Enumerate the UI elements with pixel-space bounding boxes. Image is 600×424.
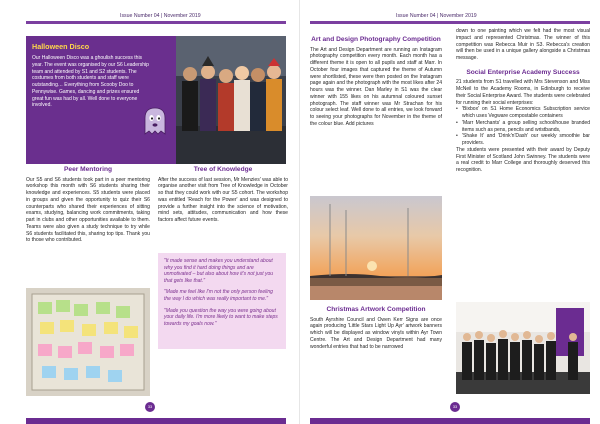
ghost-icon [142,106,168,136]
student-quote: "Made me feel like I'm not the only person feeling the way I do which was really important to me." [164,289,273,302]
halloween-disco-text: Our Halloween Disco was a ghoulish success this year. The event was organised by our S6 Leadership team and attended by S1 and S2 students. The costumes from both students and staff were outstanding… Everything from Scooby Doo to Pennywise. Games, dancing and prizes ensured great fun was had by all. Well done to everyone involved. [32,55,149,109]
halloween-disco-box [26,36,176,164]
tree-of-knowledge-section [158,166,288,224]
student-quote: "It made sense and makes you understand about why you find it hard doing things and are unmotivated – but also about how it's not just you that gets like that." [164,258,274,284]
issue-number-header: Issue Number 04 | November 2019 [396,13,477,19]
christmas-artwork-section [310,306,442,350]
right-page [300,0,600,424]
header-rule [310,21,590,24]
peer-mentoring-title: Peer Mentoring [64,166,112,173]
tree-of-knowledge-text: After the success of last session, Mr Menzies' was able to organise another visit from Tree of Knowledge in October so that they could work with our S5 cohort. The workshop was entitled 'Reach for the Power' and was designed to provide a further insight into the science of motivation, mind sets, attitudes, communication and how these factors affect future events. [158,176,288,224]
social-enterprise-list [456,106,590,147]
autumn-sunset-photo [310,196,442,300]
list-item: • 'Shake It' and 'Drink'n'Dash' our weekly smoothie bar providers. [456,133,590,147]
tree-of-knowledge-title: Tree of Knowledge [193,166,253,173]
right-column [456,28,590,174]
halloween-disco-title: Halloween Disco [32,42,90,51]
student-quote: "Made you question the way you were going about your daily life. I'm more likely to want to make steps towards my goals now." [164,307,278,327]
social-enterprise-intro: 21 students from S1 travelled with Mrs Stevenson and Miss McNeil to the Academy Rooms, in Edinburgh to receive their Social Enterprise Award. The students were celebrated for running their social enterprises: [456,79,590,106]
art-photography-section [310,36,442,128]
social-enterprise-title: Social Enterprise Academy Success [466,68,580,76]
christmas-artwork-title: Christmas Artwork Competition [326,306,426,313]
halloween-disco-photo [176,36,286,164]
peer-mentoring-text: Our S5 and S6 students took part in a peer mentoring workshop this month with S6 students sharing their knowledge and experiences. S5 students were placed in groups and given the opportunity to quiz their S6 counterparts who shared their experiences of sitting exams, studying, balancing work commitments, taking part in clubs and other opportunities available to them. Teams were also given a study technique to try while S6 students facilitated this, sharing top tips. Thank you to those who contributed. [26,176,150,244]
page-number-left: 33 [145,402,155,412]
header-rule [26,21,286,24]
issue-number-header: Issue Number 04 | November 2019 [120,13,201,19]
christmas-artwork-text: South Ayrshire Council and Owen Kerr Signs are once again producing 'Little Stars Light Up Ayr' artwork banners which will be displayed as window vinyls within Ayr Town Centre. The Art and Design Department had many wonderful entries that had to be narrowed [310,316,442,350]
art-photography-title: Art and Design Photography Competition [311,36,441,43]
social-enterprise-outro: The students were presented with their award by Deputy First Minister of Scotland John Swinney. The students were a real credit to Marr College and thoroughly deserved this recognition. [456,146,590,174]
list-item: • 'Marr Merchants' a group selling school/house branded items such as pens, pencils and wristbands, [456,120,590,134]
award-ceremony-photo [456,302,590,394]
page-number-right: 33 [450,402,460,412]
peer-mentoring-photo [26,288,150,396]
christmas-artwork-continued-text: down to one painting which we felt had the most visual impact and represented Christmas. The winner of this competition was Rebecca Muir in S3. Rebecca's creation will then be used in a unique gallery alongside a Christmas message. [456,28,590,61]
footer-bar [310,418,590,424]
peer-mentoring-section [26,166,150,244]
art-photography-text: The Art and Design Department are running an Instagram photography competition every month. Each month has a different theme it is open to all pupils and staff at Marr. In October four images that captured the theme of Autumn were shortlisted, these were then posted on the Instagram page again and the photograph with the most likes after 24 hours was the winner. Dan Marley in S1 was the clear winner with 155 likes on his autumnal coloured sunset photograph. The staff winner was Mr Strachan for his colour select leaf. Well done to all entries, we look forward to seeing your photographs for November in the theme of the colour blue. Add pictures [310,46,442,127]
list-item: • 'Bixbox' on S1 Home Economics Subscription service which uses Vegware compostable containers [456,106,590,120]
student-quotes-box [158,253,286,349]
footer-bar [26,418,286,424]
